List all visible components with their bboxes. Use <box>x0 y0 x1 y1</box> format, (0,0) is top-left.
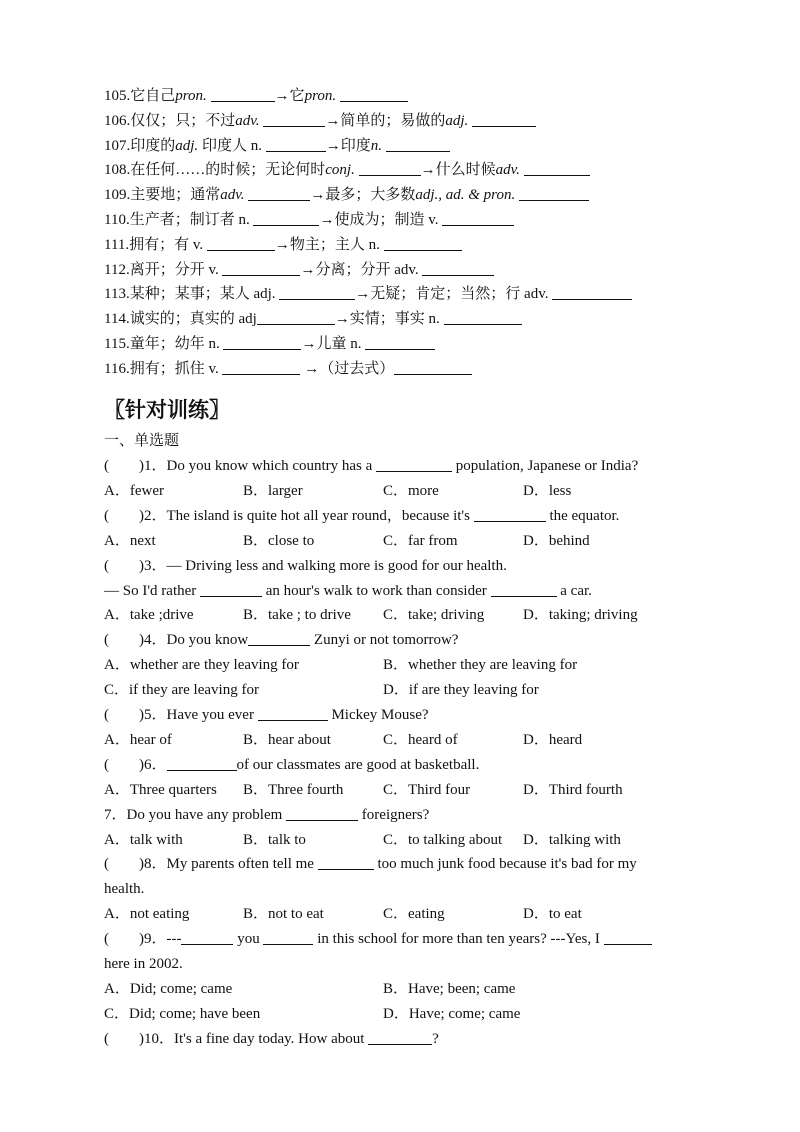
text-fragment: an hour's walk to work than consider <box>262 582 491 599</box>
text-fragment: →它 <box>274 88 305 104</box>
item-number: 106. <box>104 112 131 129</box>
text-fragment: ( )9．--- <box>104 931 182 948</box>
text-fragment: →物主；主人 n. <box>274 236 384 253</box>
answer-option[interactable]: A．fewer <box>104 482 164 499</box>
text-fragment: population, Japanese or India? <box>452 458 639 474</box>
vocab-item <box>104 334 435 354</box>
part-of-speech: adj. <box>175 137 199 154</box>
answer-option[interactable]: C．take; driving <box>383 607 485 624</box>
part-of-speech: adv. <box>220 187 245 204</box>
text-fragment: here in 2002. <box>104 956 183 972</box>
part-of-speech: adv. <box>235 112 260 129</box>
answer-blank[interactable] <box>386 137 450 152</box>
text-fragment: ( )8．My parents often tell me <box>104 856 318 873</box>
answer-blank[interactable] <box>368 1030 432 1045</box>
item-number: 105. <box>104 88 131 104</box>
text-fragment: ( )5．Have you ever <box>104 707 258 723</box>
answer-blank[interactable] <box>474 507 546 522</box>
text-fragment: 拥有；抓住 v. <box>129 360 223 377</box>
item-number: 113. <box>104 286 130 303</box>
text-fragment: →简单的；易做的 <box>325 112 446 129</box>
text-fragment: — So I'd rather <box>104 582 201 599</box>
part-of-speech: adj., ad. & pron. <box>415 187 516 204</box>
text-fragment: ( )3．— Driving less and walking more is good for our health. <box>104 557 507 574</box>
answer-option[interactable]: B．close to <box>243 532 315 549</box>
answer-option[interactable]: B．talk to <box>243 831 306 848</box>
answer-blank[interactable] <box>263 930 313 945</box>
section-heading: 〖针对训练〗 <box>104 398 230 422</box>
text-fragment: ? <box>432 1030 439 1047</box>
text-fragment: 离开；分开 v. <box>129 261 223 278</box>
answer-option[interactable]: D．behind <box>523 532 590 549</box>
answer-blank[interactable] <box>376 457 452 472</box>
answer-option[interactable]: D．taking; driving <box>523 607 638 624</box>
answer-option[interactable]: C．to talking about <box>383 831 503 848</box>
item-number: 112. <box>104 261 130 278</box>
vocab-item <box>104 185 589 205</box>
answer-option[interactable]: A．whether are they leaving for <box>104 657 299 674</box>
answer-blank[interactable] <box>263 112 325 127</box>
answer-option[interactable]: C．if they are leaving for <box>104 682 259 699</box>
text-fragment: →最多；大多数 <box>310 187 416 204</box>
vocab-item <box>104 111 536 131</box>
text-fragment: →印度 <box>325 137 371 154</box>
answer-blank[interactable] <box>340 87 408 102</box>
text-fragment: foreigners? <box>358 806 430 823</box>
answer-blank[interactable] <box>394 360 472 375</box>
answer-option[interactable]: A．Did; come; came <box>104 980 233 997</box>
text-fragment: 童年；幼年 n. <box>129 336 224 352</box>
vocab-item <box>104 210 514 230</box>
answer-blank[interactable] <box>524 161 590 176</box>
answer-option[interactable]: D．Third fourth <box>523 781 623 798</box>
answer-blank[interactable] <box>258 706 328 721</box>
text-fragment: 仅仅；只；不过 <box>130 112 236 129</box>
vocab-item <box>104 136 450 156</box>
vocab-item <box>104 260 494 280</box>
answer-option[interactable]: C．heard of <box>383 731 458 748</box>
answer-option[interactable]: D．talking with <box>523 831 621 848</box>
answer-blank[interactable] <box>384 236 462 251</box>
answer-option[interactable]: C．far from <box>383 532 458 549</box>
vocab-item <box>104 235 462 255</box>
text-fragment: →分离；分开 adv. <box>300 261 423 278</box>
text-fragment: →无疑；肯定；当然；行 adv. <box>355 286 553 303</box>
question-stem <box>104 630 458 650</box>
question-stem <box>104 755 479 775</box>
vocab-item <box>104 86 408 106</box>
vocab-item <box>104 284 632 304</box>
answer-option[interactable]: D．less <box>523 482 572 499</box>
answer-option[interactable]: B．Three fourth <box>243 781 344 798</box>
answer-blank[interactable] <box>200 582 262 597</box>
answer-blank[interactable] <box>519 186 589 201</box>
item-number: 111. <box>104 236 130 253</box>
answer-option[interactable]: C．Third four <box>383 781 471 798</box>
answer-blank[interactable] <box>223 335 301 350</box>
question-stem <box>104 705 429 725</box>
answer-option[interactable]: B．hear about <box>243 731 331 748</box>
answer-blank[interactable] <box>167 756 237 771</box>
item-number: 109. <box>104 187 131 204</box>
answer-option[interactable]: A．take ;drive <box>104 607 194 624</box>
item-number: 114. <box>104 311 130 328</box>
text-fragment: 生产者；制订者 n. <box>129 212 254 228</box>
answer-option[interactable]: D．to eat <box>523 906 582 923</box>
answer-blank[interactable] <box>279 285 355 300</box>
item-number: 110. <box>104 212 130 228</box>
text-fragment: 拥有；有 v. <box>129 236 207 253</box>
question-stem <box>104 456 638 476</box>
question-stem <box>104 556 507 576</box>
answer-option[interactable]: A．not eating <box>104 906 190 923</box>
answer-blank[interactable] <box>248 186 310 201</box>
answer-blank[interactable] <box>257 310 335 325</box>
sub-heading: 一、单选题 <box>104 433 180 449</box>
part-of-speech: n. <box>370 137 382 154</box>
text-fragment: health. <box>104 881 145 898</box>
question-stem <box>104 805 429 825</box>
question-continuation <box>104 879 144 899</box>
answer-blank[interactable] <box>472 112 536 127</box>
answer-option[interactable]: B．Have; been; came <box>383 980 516 997</box>
answer-option[interactable]: D．heard <box>523 731 583 748</box>
answer-blank[interactable] <box>222 261 300 276</box>
question-continuation <box>104 954 183 974</box>
answer-blank[interactable] <box>286 806 358 821</box>
text-fragment: ( )1．Do you know which country has a <box>104 458 377 474</box>
answer-option[interactable]: B．whether they are leaving for <box>383 657 578 674</box>
answer-blank[interactable] <box>442 211 514 226</box>
vocab-item <box>104 309 522 329</box>
answer-option[interactable]: B．larger <box>243 482 303 499</box>
question-stem <box>104 854 637 874</box>
part-of-speech: pron. <box>304 88 337 104</box>
answer-blank[interactable] <box>604 930 652 945</box>
text-fragment: 印度的 <box>130 137 176 154</box>
question-stem <box>104 1029 439 1049</box>
text-fragment: ( )4．Do you know <box>104 632 249 649</box>
vocab-item <box>104 359 472 379</box>
text-fragment: 诚实的；真实的 adj <box>129 311 257 328</box>
item-number: 107. <box>104 137 131 154</box>
item-number: 116. <box>104 360 130 377</box>
answer-blank[interactable] <box>248 631 310 646</box>
text-fragment: →什么时候 <box>420 162 496 179</box>
answer-blank[interactable] <box>222 360 300 375</box>
text-fragment: 7．Do you have any problem <box>104 806 287 823</box>
text-fragment: →实情；事实 n. <box>334 311 444 328</box>
answer-option[interactable]: A．next <box>104 532 156 549</box>
answer-blank[interactable] <box>422 261 494 276</box>
text-fragment: in this school for more than ten years? ---Yes, I <box>313 931 604 948</box>
text-fragment: 某种；某事；某人 adj. <box>129 286 280 303</box>
part-of-speech: pron. <box>175 88 207 104</box>
text-fragment: Zunyi or not tomorrow? <box>310 632 459 649</box>
answer-blank[interactable] <box>491 582 557 597</box>
text-fragment: the equator. <box>545 507 620 524</box>
text-fragment: ( )2．The island is quite hot all year round，because it's <box>104 507 474 524</box>
answer-option[interactable]: C．more <box>383 482 439 499</box>
answer-blank[interactable] <box>266 137 326 152</box>
text-fragment: →使成为；制造 v. <box>319 212 443 228</box>
answer-blank[interactable] <box>318 855 374 870</box>
answer-blank[interactable] <box>253 211 319 226</box>
question-stem <box>104 506 619 526</box>
question-continuation <box>104 581 592 601</box>
item-number: 108. <box>104 162 131 179</box>
answer-option[interactable]: C．eating <box>383 906 445 923</box>
text-fragment: of our classmates are good at basketball. <box>236 756 480 773</box>
answer-blank[interactable] <box>181 930 233 945</box>
text-fragment: 印度人 n. <box>198 137 266 154</box>
text-fragment: →儿童 n. <box>301 336 366 352</box>
text-fragment: 在任何……的时候；无论何时 <box>130 162 326 179</box>
text-fragment: Mickey Mouse? <box>327 707 429 723</box>
part-of-speech: adv. <box>495 162 520 179</box>
text-fragment: a car. <box>556 582 592 599</box>
text-fragment: too much junk food because it's bad for my <box>373 856 637 873</box>
text-fragment: you <box>233 931 264 948</box>
answer-option[interactable]: B．not to eat <box>243 906 324 923</box>
answer-option[interactable]: D．Have; come; came <box>383 1005 521 1022</box>
text-fragment: 它自己 <box>130 88 176 104</box>
answer-option[interactable]: A．Three quarters <box>104 781 217 798</box>
answer-blank[interactable] <box>552 285 632 300</box>
text-fragment: ( )10．It's a fine day today. How about <box>104 1030 369 1047</box>
answer-option[interactable]: D．if are they leaving for <box>383 682 539 699</box>
answer-blank[interactable] <box>359 161 421 176</box>
answer-blank[interactable] <box>444 310 522 325</box>
answer-blank[interactable] <box>207 236 275 251</box>
text-fragment: ( )6． <box>104 756 167 773</box>
answer-blank[interactable] <box>211 87 275 102</box>
answer-option[interactable]: C．Did; come; have been <box>104 1005 261 1022</box>
vocab-item <box>104 160 590 180</box>
part-of-speech: adj. <box>445 112 469 129</box>
question-stem <box>104 929 652 949</box>
answer-blank[interactable] <box>365 335 435 350</box>
text-fragment: 主要地；通常 <box>130 187 221 204</box>
answer-option[interactable]: A．talk with <box>104 831 183 848</box>
answer-option[interactable]: A．hear of <box>104 731 172 748</box>
answer-option[interactable]: B．take ; to drive <box>243 607 351 624</box>
part-of-speech: conj. <box>325 162 355 179</box>
text-fragment: →（过去式） <box>300 360 395 377</box>
item-number: 115. <box>104 336 130 352</box>
